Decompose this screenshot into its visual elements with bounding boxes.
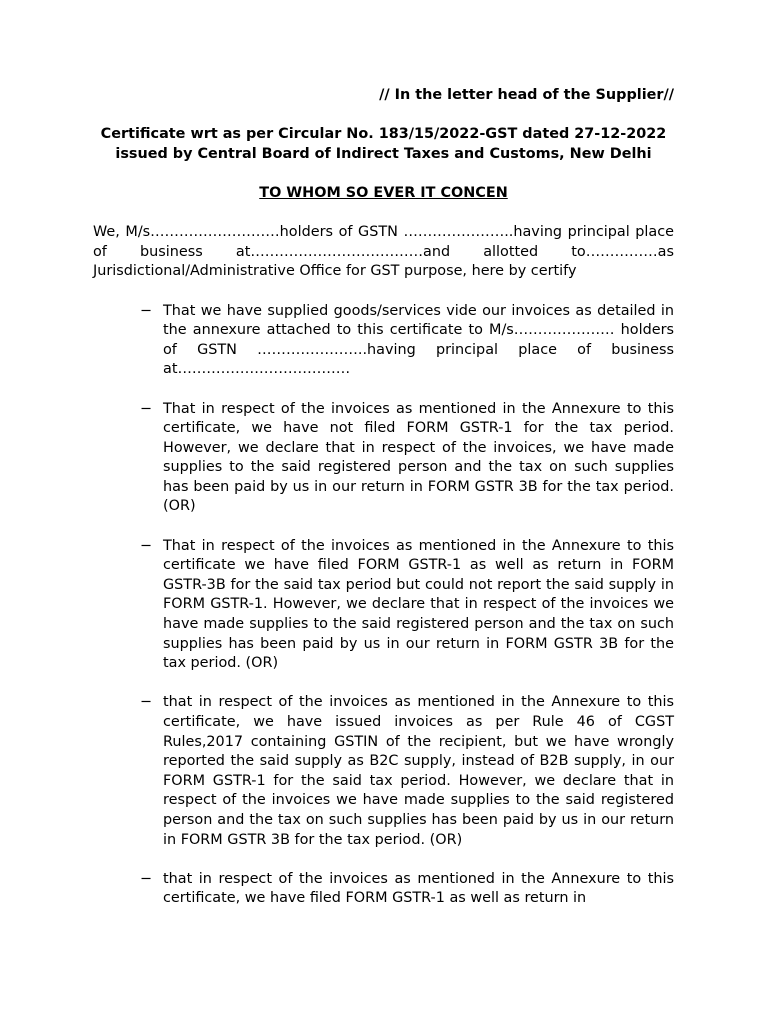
dash-bullet: − <box>140 400 153 417</box>
declaration-text: that in respect of the invoices as mentioned in the Annexure to this certificate, we have filed FORM GSTR-1 as well as return in <box>163 870 674 907</box>
intro-paragraph: We, M/s………………………holders of GSTN …………………..having principal place of business at………………………………and allotted to……………as Jurisdictional/Administrative Office for GST purpose, here by certify <box>93 224 674 280</box>
declaration-item <box>93 400 674 518</box>
declaration-item <box>93 693 674 850</box>
dash-bullet: − <box>140 870 153 887</box>
dash-bullet: − <box>140 302 153 319</box>
declaration-item <box>93 302 674 380</box>
declaration-text: That in respect of the invoices as mentioned in the Annexure to this certificate we have filed FORM GSTR-1 as well as return in FORM GSTR-3B for the said tax period but could not report the said supply in FORM GSTR-1. However, we declare that in respect of the invoices we have made supplies to the said registered person and the tax on such supplies has been paid by us in our return in FORM GSTR 3B for the tax period. (OR) <box>163 537 674 672</box>
declaration-text: That we have supplied goods/services vide our invoices as detailed in the annexure attached to this certificate to M/s………………… holders of GSTN …………………..having principal place of business at……………………………… <box>163 302 674 378</box>
declaration-text: that in respect of the invoices as mentioned in the Annexure to this certificate, we have issued invoices as per Rule 46 of CGST Rules,2017 containing GSTIN of the recipient, but we have wrongly reported the said supply as B2C supply, instead of B2B supply, in our FORM GSTR-1 for the said tax period. However, we declare that in respect of the invoices we have made supplies to the said registered person and the tax on such supplies has been paid by us in our return in FORM GSTR 3B for the tax period. (OR) <box>163 694 674 848</box>
dash-bullet: − <box>140 694 153 711</box>
declaration-list <box>93 302 674 909</box>
declaration-text: That in respect of the invoices as mentioned in the Annexure to this certificate, we have not filed FORM GSTR-1 for the tax period. However, we declare that in respect of the invoices, we have made supplies to the said registered person and the tax on such supplies has been paid by us in our return in FORM GSTR 3B for the tax period. (OR) <box>163 400 674 515</box>
certificate-body <box>93 86 674 929</box>
to-whom-heading: TO WHOM SO EVER IT CONCEN <box>259 184 508 201</box>
certificate-title: Certificate wrt as per Circular No. 183/15/2022-GST dated 27-12-2022 issued by Central Board of Indirect Taxes and Customs, New Delhi <box>100 126 667 162</box>
declaration-item <box>93 870 674 909</box>
declaration-item <box>93 537 674 674</box>
letterhead-note: // In the letter head of the Supplier// <box>379 87 674 103</box>
dash-bullet: − <box>140 537 153 554</box>
